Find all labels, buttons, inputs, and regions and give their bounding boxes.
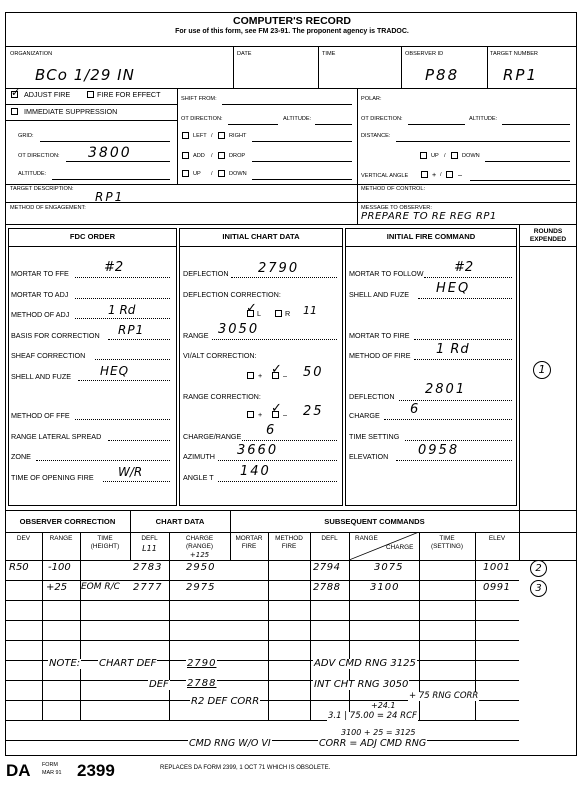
fire-for-effect-label: FIRE FOR EFFECT (97, 90, 161, 99)
time-setting-label: TIME SETTING (349, 432, 400, 441)
charge-range-label: CHARGE/RANGE (183, 432, 242, 441)
observer-id-value[interactable]: P88 (425, 66, 460, 84)
method-of-fire-label: METHOD OF FIRE (349, 351, 411, 360)
fire-for-effect-checkbox[interactable] (87, 91, 94, 98)
col-mortar-fire: FIRE (241, 543, 257, 550)
note-chart-def[interactable]: CHART DEF (99, 658, 157, 669)
initial-chart-data-title: INITIAL CHART DATA (222, 232, 300, 241)
defl-corr-value[interactable]: 11 (303, 304, 317, 317)
down-checkbox[interactable] (218, 170, 225, 177)
vi-value[interactable]: 50 (303, 365, 324, 380)
organization-label: ORGANIZATION (10, 51, 53, 57)
sheaf-correction-label: SHEAF CORRECTION (11, 351, 86, 360)
row-1-charge[interactable]: 2950 (186, 562, 216, 573)
row-1-elev[interactable]: 1001 (483, 562, 511, 573)
target-number-label: TARGET NUMBER (490, 51, 538, 57)
distance-label: DISTANCE: (361, 133, 391, 139)
time-label: TIME (322, 51, 336, 57)
col-sc-charge: CHARGE (386, 544, 414, 551)
time-of-opening-fire-label: TIME OF OPENING FIRE (11, 473, 94, 482)
col-sc-range: RANGE (355, 535, 378, 542)
row-1-range[interactable]: -100 (48, 562, 71, 573)
rc-minus-label: – (283, 410, 287, 419)
charge-range-value[interactable]: 6 (266, 423, 275, 438)
round-2-circle[interactable]: 2 (530, 560, 547, 577)
col-sc-setting: (SETTING) (431, 543, 463, 550)
row-2-sc-defl[interactable]: 2788 (313, 582, 341, 593)
date-label: DATE (237, 51, 252, 57)
range-charge-divider (349, 532, 419, 560)
polar-down-label: DOWN (462, 153, 480, 159)
chart-data-title: CHART DATA (155, 517, 205, 526)
check-mark-icon: ✓ (271, 362, 282, 377)
target-description-label: TARGET DESCRIPTION: (10, 186, 74, 192)
polar-up-checkbox[interactable] (420, 152, 427, 159)
shell-and-fuze-label: SHELL AND FUZE (11, 372, 72, 381)
time-of-opening-fire-value[interactable]: W/R (118, 465, 143, 479)
defl-r-checkbox[interactable] (275, 310, 282, 317)
message-to-observer-value[interactable]: PREPARE TO RE REG RP1 (361, 211, 497, 222)
note-def-value[interactable]: 2788 (187, 678, 217, 689)
col-time-height: (HEIGHT) (90, 543, 120, 550)
note-calc[interactable]: 3.1 | 75.00 = 24 RCF (328, 711, 417, 721)
fdc-order-title: FDC ORDER (69, 232, 116, 241)
range-correction-label: RANGE CORRECTION: (183, 392, 261, 401)
subsequent-commands-title: SUBSEQUENT COMMANDS (324, 517, 425, 526)
note-label[interactable]: NOTE: (49, 658, 81, 669)
elevation-label: ELEVATION (349, 452, 389, 461)
left-label: LEFT (193, 133, 207, 139)
col-method: METHOD (275, 535, 303, 542)
va-plus-label: + (432, 170, 437, 179)
note-sum[interactable]: 3100 + 25 = 3125 (341, 728, 416, 737)
row-2-elev[interactable]: 0991 (483, 582, 511, 593)
col-defl-sub: L11 (142, 544, 157, 553)
grid-label: GRID: (18, 133, 34, 139)
rc-plus-label: + (258, 410, 263, 419)
va-minus-label: – (458, 170, 462, 179)
round-3-circle[interactable]: 3 (530, 580, 547, 597)
check-mark-icon: ✓ (246, 301, 257, 316)
shell-and-fuze-value[interactable]: HEQ (100, 364, 130, 378)
vi-plus-checkbox[interactable] (247, 372, 254, 379)
vi-plus-label: + (258, 371, 263, 380)
shift-from-label: SHIFT FROM: (181, 96, 217, 102)
note-int-cht[interactable]: INT CHT RNG 3050 (314, 679, 409, 690)
method-of-engagement-label: METHOD OF ENGAGEMENT: (10, 205, 86, 211)
row-2-time[interactable]: EOM R/C (81, 582, 120, 592)
altitude-label: ALTITUDE: (18, 171, 47, 177)
left-checkbox[interactable] (182, 132, 189, 139)
basis-for-correction-label: BASIS FOR CORRECTION (11, 331, 100, 340)
range-lateral-spread-label: RANGE LATERAL SPREAD (11, 432, 102, 441)
row-1-dev[interactable]: R50 (9, 562, 29, 573)
note-plus24[interactable]: +24.1 (371, 701, 396, 710)
row-1-sc-range[interactable]: 3075 (374, 562, 404, 573)
vertical-angle-label: VERTICAL ANGLE (361, 173, 409, 179)
range-label: RANGE (183, 331, 209, 340)
ot-direction-value[interactable]: 3800 (88, 145, 132, 161)
row-1-sc-defl[interactable]: 2794 (313, 562, 341, 573)
down-label: DOWN (229, 171, 247, 177)
polar-down-checkbox[interactable] (451, 152, 458, 159)
deflection-correction-label: DEFLECTION CORRECTION: (183, 290, 281, 299)
note-adv-cmd[interactable]: ADV CMD RNG 3125 (314, 658, 416, 669)
col-charge-range: (RANGE) (186, 543, 213, 550)
note-cmd-rng[interactable]: CMD RNG W/O VI (189, 738, 271, 749)
footer-da: DA (6, 761, 31, 780)
note-r2-def-corr[interactable]: R2 DEF CORR (191, 696, 260, 707)
deflection-value[interactable]: 2790 (258, 261, 300, 276)
defl-l-label: L (257, 309, 261, 318)
ifc-deflection-value[interactable]: 2801 (425, 382, 467, 397)
observer-correction-title: OBSERVER CORRECTION (19, 517, 116, 526)
mortar-to-fire-label: MORTAR TO FIRE (349, 331, 410, 340)
mortar-to-ffe-label: MORTAR TO FFE (11, 269, 69, 278)
adjust-fire-label: ADJUST FIRE (24, 90, 71, 99)
rounds-title: ROUNDS (533, 228, 563, 235)
col-sc-defl: DEFL (321, 535, 338, 542)
up-checkbox[interactable] (182, 170, 189, 177)
col-sc-time: TIME (439, 535, 455, 542)
col-dev: DEV (16, 535, 31, 542)
initial-fire-command-title: INITIAL FIRE COMMAND (386, 232, 476, 241)
immediate-suppression-label: IMMEDIATE SUPPRESSION (24, 107, 118, 116)
method-of-adj-label: METHOD OF ADJ (11, 310, 70, 319)
add-checkbox[interactable] (182, 152, 189, 159)
mortar-to-follow-value[interactable]: #2 (454, 260, 474, 275)
message-to-observer-label: MESSAGE TO OBSERVER: (361, 205, 432, 211)
range-value[interactable]: 3050 (218, 322, 260, 337)
method-of-ffe-label: METHOD OF FFE (11, 411, 70, 420)
ifc-shell-and-fuze-label: SHELL AND FUZE (349, 290, 410, 299)
footer-mar: MAR 91 (42, 770, 62, 776)
form-title: COMPUTER'S RECORD (232, 15, 351, 27)
note-corr[interactable]: CORR = ADJ CMD RNG (319, 738, 427, 749)
vi-alt-correction-label: VI/ALT CORRECTION: (183, 351, 257, 360)
va-minus-checkbox[interactable] (446, 171, 453, 178)
zone-label: ZONE (11, 452, 31, 461)
round-1-circle[interactable]: 1 (533, 361, 551, 379)
polar-up-label: UP (431, 153, 439, 159)
check-mark-icon: ✓ (271, 401, 282, 416)
deflection-label: DEFLECTION (183, 269, 229, 278)
row-2-range[interactable]: +25 (46, 582, 68, 593)
va-plus-checkbox[interactable] (421, 171, 428, 178)
drop-label: DROP (229, 153, 246, 159)
row-2-sc-range[interactable]: 3100 (370, 582, 400, 593)
up-label: UP (193, 171, 201, 177)
angle-t-label: ANGLE T (183, 473, 214, 482)
col-range: RANGE (49, 535, 73, 542)
footer-replaces: REPLACES DA FORM 2399, 1 OCT 71 WHICH IS OBSOLETE. (160, 765, 331, 771)
col-method-fire: FIRE (281, 543, 297, 550)
row-1-defl[interactable]: 2783 (133, 562, 163, 573)
ot-direction-label: OT DIRECTION: (18, 153, 60, 159)
footer-number: 2399 (77, 761, 115, 780)
right-label: RIGHT (229, 133, 247, 139)
defl-r-label: R (285, 309, 291, 318)
col-charge: CHARGE (185, 535, 214, 542)
observer-id-label: OBSERVER ID (405, 51, 444, 57)
ifc-shell-and-fuze-value[interactable]: HEQ (436, 281, 471, 296)
polar-altitude-label: ALTITUDE: (469, 116, 498, 122)
vi-minus-label: – (283, 371, 287, 380)
mortar-to-follow-label: MORTAR TO FOLLOW (349, 269, 424, 278)
right-checkbox[interactable] (218, 132, 225, 139)
shift-altitude-label: ALTITUDE: (283, 116, 312, 122)
target-number-value[interactable]: RP1 (503, 66, 539, 84)
charge-note[interactable]: +125 (189, 551, 210, 559)
polar-ot-direction-label: OT DIRECTION: (361, 116, 403, 122)
form-subtitle: For use of this form, see FM 23-91. The proponent agency is TRADOC. (175, 28, 409, 35)
note-def[interactable]: DEF (149, 679, 169, 690)
elevation-value[interactable]: 0958 (418, 443, 460, 458)
immediate-suppression-checkbox[interactable] (11, 108, 18, 115)
row-2-defl[interactable]: 2777 (133, 582, 163, 593)
ifc-deflection-label: DEFLECTION (349, 392, 395, 401)
note-plus75[interactable]: + 75 RNG CORR (409, 691, 479, 701)
charge-label: CHARGE (349, 411, 380, 420)
col-time: TIME (97, 535, 113, 542)
check-mark-icon: ✓ (11, 86, 21, 99)
col-defl: DEFL (141, 535, 158, 542)
mortar-to-ffe-value[interactable]: #2 (104, 260, 124, 275)
basis-for-correction-value[interactable]: RP1 (118, 323, 145, 337)
row-2-charge[interactable]: 2975 (186, 582, 216, 593)
col-mortar: MORTAR (235, 535, 263, 542)
note-chart-def-value[interactable]: 2790 (187, 658, 217, 669)
range-corr-value[interactable]: 25 (303, 404, 324, 419)
method-of-fire-value[interactable]: 1 Rd (436, 342, 470, 357)
method-of-adj-value[interactable]: 1 Rd (108, 303, 136, 317)
azimuth-label: AZIMUTH (183, 452, 215, 461)
charge-value[interactable]: 6 (410, 402, 419, 417)
mortar-to-adj-label: MORTAR TO ADJ (11, 290, 69, 299)
add-label: ADD (193, 153, 205, 159)
azimuth-value[interactable]: 3660 (237, 443, 279, 458)
angle-t-value[interactable]: 140 (240, 464, 271, 479)
shift-ot-direction-label: OT DIRECTION: (181, 116, 223, 122)
rounds-title-2: EXPENDED (529, 236, 567, 243)
footer-form: FORM (42, 762, 58, 768)
polar-label: POLAR: (361, 96, 382, 102)
target-description-value[interactable]: RP1 (95, 190, 125, 204)
method-of-control-label: METHOD OF CONTROL: (361, 186, 426, 192)
col-elev: ELEV (488, 535, 506, 542)
rc-plus-checkbox[interactable] (247, 411, 254, 418)
drop-checkbox[interactable] (218, 152, 225, 159)
organization-value[interactable]: BCo 1/29 IN (35, 66, 135, 84)
